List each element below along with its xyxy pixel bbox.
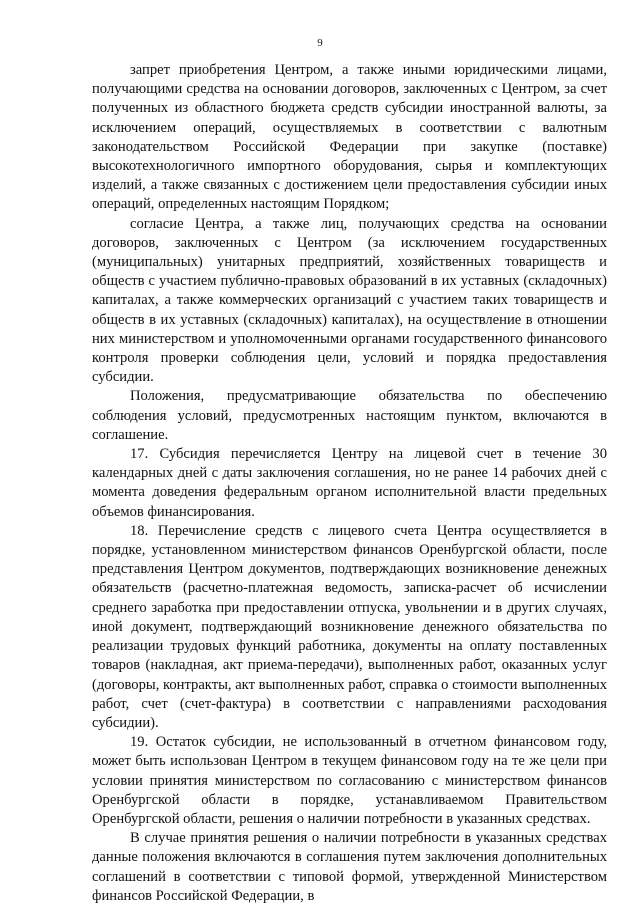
paragraph-item-17: 17. Субсидия перечисляется Центру на лицевой счет в течение 30 календарных дней с даты заключения соглашения, но не ранее 14 рабочих дней с момента доведения федеральным органом исполнительной власти предельных объемов финансирования. xyxy=(92,446,607,520)
paragraph-inspection-consent: согласие Центра, а также лиц, получающих средства на основании договоров, заключенных с Центром (за исключением государственных (муниципальных) унитарных предприятий, хозяйственных товариществ и обществ с участием публично-правовых образований в их уставных (складочных) капиталах, а также коммерческих организаций с участием таких товариществ и обществ в их уставных (складочных) капиталах), на осуществление в отношении них министерством и уполномоченными органами государственного финансового контроля проверки соблюдения цели, условий и порядка предоставления субсидии. xyxy=(92,215,607,386)
paragraph-additional-agreements: В случае принятия решения о наличии потребности в указанных средствах данные положения включаются в соглашения путем заключения дополнительных соглашений в соответствии с типовой формой, утвержденной Министерством финансов Российской Федерации, в xyxy=(92,830,607,904)
page-number: 9 xyxy=(317,37,323,49)
paragraph-item-18: 18. Перечисление средств с лицевого счета Центра осуществляется в порядке, установленном министерством финансов Оренбургской области, после представления Центром документов, подтверждающих возникновение денежных обязательств (расчетно-платежная ведомость, записка-расчет об исчислении среднего заработка при предоставлении отпуска, увольнении и в других случаях, иной документ, подтверждающий возникновение денежного обязательства по реализации трудовых функций работника, документы на оплату поставленных товаров (накладная, акт приема-передачи), выполненных работ, оказанных услуг (договоры, контракты, акт выполненных работ, справка о стоимости выполненных работ, счет (счет-фактура) в соответствии с направлениями расходования субсидии). xyxy=(92,522,607,731)
paragraph-item-19: 19. Остаток субсидии, не использованный в отчетном финансовом году, может быть использован Центром в текущем финансовом году на те же цели при условии принятия министерством по согласованию с министерством финансов Оренбургской области в порядке, устанавливаемом Правительством Оренбургской области, решения о наличии потребности в указанных средствах. xyxy=(92,734,607,827)
paragraph-obligations-provisions: Положения, предусматривающие обязательства по обеспечению соблюдения условий, предусмотренных настоящим пунктом, включаются в соглашение. xyxy=(92,388,607,443)
document-body xyxy=(92,61,607,906)
paragraph-foreign-currency-ban: запрет приобретения Центром, а также иными юридическими лицами, получающими средства на основании договоров, заключенных с Центром, за счет полученных из областного бюджета средств субсидии иностранной валюты, за исключением операций, осуществляемых в соответствии с валютным законодательством Российской Федерации при закупке (поставке) высокотехнологичного импортного оборудования, сырья и комплектующих изделий, а также связанных с достижением цели предоставления субсидии иных операций, определенных настоящим Порядком; xyxy=(92,62,607,213)
